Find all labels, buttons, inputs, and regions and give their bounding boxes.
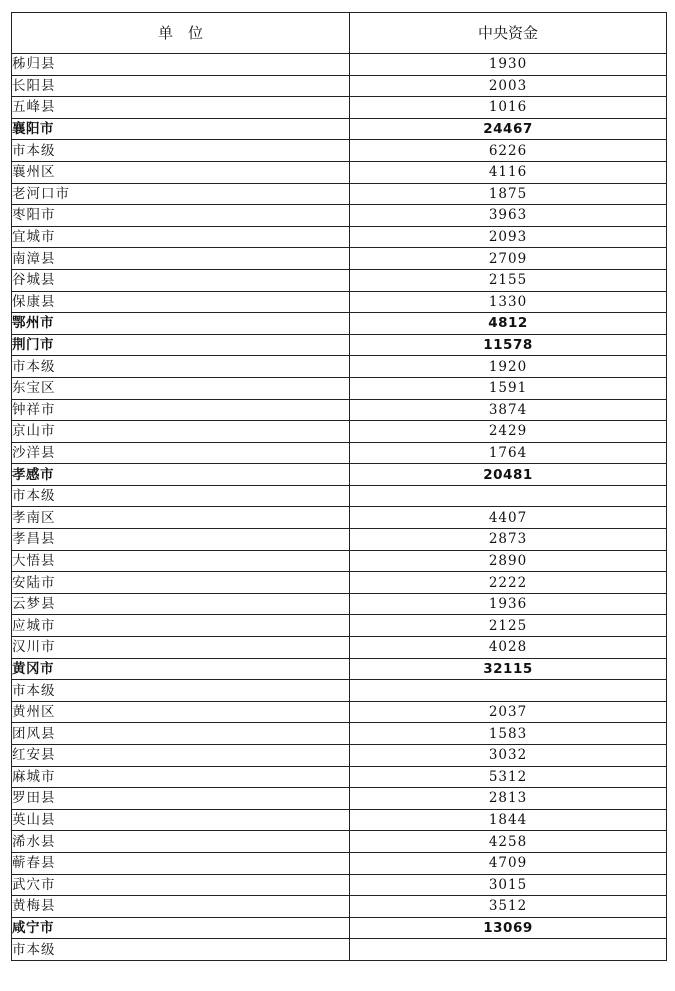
amount-cell: 2125 <box>350 615 667 637</box>
amount-cell: 24467 <box>350 118 667 140</box>
unit-cell: 南漳县 <box>12 248 350 270</box>
unit-cell: 保康县 <box>12 291 350 313</box>
table-row <box>12 356 667 378</box>
unit-cell: 谷城县 <box>12 269 350 291</box>
unit-cell: 蕲春县 <box>12 852 350 874</box>
city-row <box>12 464 667 486</box>
unit-cell: 应城市 <box>12 615 350 637</box>
city-row <box>12 334 667 356</box>
unit-cell: 枣阳市 <box>12 205 350 227</box>
amount-cell <box>350 680 667 702</box>
amount-cell: 32115 <box>350 658 667 680</box>
unit-cell: 东宝区 <box>12 377 350 399</box>
unit-cell: 浠水县 <box>12 831 350 853</box>
unit-cell: 沙洋县 <box>12 442 350 464</box>
amount-cell: 4709 <box>350 852 667 874</box>
amount-cell: 11578 <box>350 334 667 356</box>
table-row <box>12 485 667 507</box>
amount-cell: 4407 <box>350 507 667 529</box>
table-row <box>12 161 667 183</box>
unit-cell: 襄州区 <box>12 161 350 183</box>
unit-cell: 京山市 <box>12 421 350 443</box>
unit-cell: 罗田县 <box>12 788 350 810</box>
table-row <box>12 377 667 399</box>
amount-cell: 2709 <box>350 248 667 270</box>
table-row <box>12 507 667 529</box>
table-row <box>12 75 667 97</box>
amount-cell: 1330 <box>350 291 667 313</box>
table-row <box>12 269 667 291</box>
table-row <box>12 226 667 248</box>
table-row <box>12 529 667 551</box>
amount-cell: 2093 <box>350 226 667 248</box>
amount-cell: 1930 <box>350 54 667 76</box>
table-row <box>12 550 667 572</box>
table-row <box>12 140 667 162</box>
amount-cell: 1875 <box>350 183 667 205</box>
amount-cell: 1936 <box>350 593 667 615</box>
unit-cell: 武穴市 <box>12 874 350 896</box>
amount-cell: 2222 <box>350 572 667 594</box>
table-row <box>12 572 667 594</box>
city-row <box>12 917 667 939</box>
amount-cell: 1016 <box>350 97 667 119</box>
unit-cell: 麻城市 <box>12 766 350 788</box>
unit-cell: 黄州区 <box>12 701 350 723</box>
table-row <box>12 421 667 443</box>
table-body <box>12 54 667 961</box>
amount-cell: 1583 <box>350 723 667 745</box>
table-row <box>12 896 667 918</box>
amount-cell: 2003 <box>350 75 667 97</box>
amount-cell: 4116 <box>350 161 667 183</box>
amount-cell: 2873 <box>350 529 667 551</box>
amount-cell <box>350 939 667 961</box>
table-row <box>12 248 667 270</box>
unit-cell: 市本级 <box>12 939 350 961</box>
header-central-funds: 中央资金 <box>350 13 667 54</box>
amount-cell: 4812 <box>350 313 667 335</box>
unit-cell: 孝南区 <box>12 507 350 529</box>
unit-cell: 宜城市 <box>12 226 350 248</box>
unit-cell: 钟祥市 <box>12 399 350 421</box>
amount-cell: 3963 <box>350 205 667 227</box>
amount-cell: 3032 <box>350 745 667 767</box>
header-unit: 单 位 <box>12 13 350 54</box>
unit-cell: 市本级 <box>12 485 350 507</box>
table-row <box>12 852 667 874</box>
amount-cell: 4258 <box>350 831 667 853</box>
amount-cell <box>350 485 667 507</box>
unit-cell: 秭归县 <box>12 54 350 76</box>
unit-cell: 云梦县 <box>12 593 350 615</box>
amount-cell: 4028 <box>350 637 667 659</box>
amount-cell: 1591 <box>350 377 667 399</box>
amount-cell: 13069 <box>350 917 667 939</box>
amount-cell: 2037 <box>350 701 667 723</box>
amount-cell: 2429 <box>350 421 667 443</box>
amount-cell: 6226 <box>350 140 667 162</box>
table-row <box>12 291 667 313</box>
table-row <box>12 701 667 723</box>
unit-cell: 鄂州市 <box>12 313 350 335</box>
amount-cell: 1844 <box>350 809 667 831</box>
unit-cell: 市本级 <box>12 140 350 162</box>
unit-cell: 襄阳市 <box>12 118 350 140</box>
amount-cell: 2813 <box>350 788 667 810</box>
header-row <box>12 13 667 54</box>
unit-cell: 市本级 <box>12 356 350 378</box>
unit-cell: 黄梅县 <box>12 896 350 918</box>
amount-cell: 3512 <box>350 896 667 918</box>
amount-cell: 2890 <box>350 550 667 572</box>
table-row <box>12 939 667 961</box>
table-row <box>12 637 667 659</box>
unit-cell: 大悟县 <box>12 550 350 572</box>
table-row <box>12 831 667 853</box>
unit-cell: 孝昌县 <box>12 529 350 551</box>
unit-cell: 长阳县 <box>12 75 350 97</box>
unit-cell: 安陆市 <box>12 572 350 594</box>
unit-cell: 团风县 <box>12 723 350 745</box>
unit-cell: 汉川市 <box>12 637 350 659</box>
unit-cell: 红安县 <box>12 745 350 767</box>
amount-cell: 3874 <box>350 399 667 421</box>
unit-cell: 孝感市 <box>12 464 350 486</box>
amount-cell: 1764 <box>350 442 667 464</box>
table-row <box>12 615 667 637</box>
table-row <box>12 874 667 896</box>
table-row <box>12 680 667 702</box>
unit-cell: 老河口市 <box>12 183 350 205</box>
table-row <box>12 399 667 421</box>
table-row <box>12 97 667 119</box>
amount-cell: 1920 <box>350 356 667 378</box>
table-row <box>12 205 667 227</box>
city-row <box>12 118 667 140</box>
table-row <box>12 788 667 810</box>
funding-table <box>11 12 667 961</box>
city-row <box>12 313 667 335</box>
amount-cell: 5312 <box>350 766 667 788</box>
unit-cell: 黄冈市 <box>12 658 350 680</box>
city-row <box>12 658 667 680</box>
unit-cell: 市本级 <box>12 680 350 702</box>
table-row <box>12 766 667 788</box>
table-row <box>12 593 667 615</box>
table-row <box>12 809 667 831</box>
unit-cell: 五峰县 <box>12 97 350 119</box>
table-row <box>12 745 667 767</box>
table-row <box>12 183 667 205</box>
unit-cell: 咸宁市 <box>12 917 350 939</box>
unit-cell: 荆门市 <box>12 334 350 356</box>
table-row <box>12 54 667 76</box>
unit-cell: 英山县 <box>12 809 350 831</box>
amount-cell: 2155 <box>350 269 667 291</box>
amount-cell: 3015 <box>350 874 667 896</box>
amount-cell: 20481 <box>350 464 667 486</box>
table-row <box>12 442 667 464</box>
table-row <box>12 723 667 745</box>
